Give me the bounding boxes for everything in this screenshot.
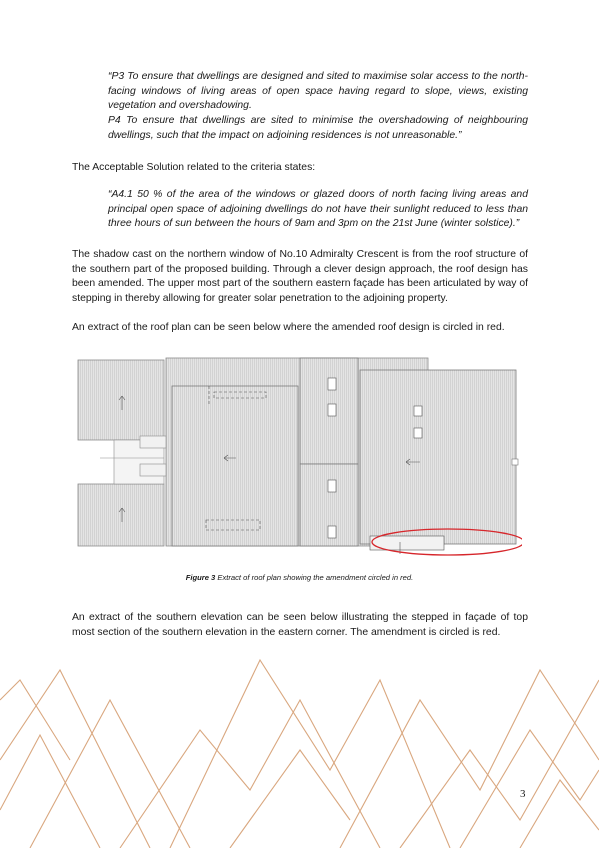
figure-caption-label: Figure 3 — [185, 573, 216, 582]
roof-plan-intro: An extract of the roof plan can be seen below where the amended roof design is circled in red. — [72, 322, 505, 333]
acceptable-solution-intro: The Acceptable Solution related to the criteria states: — [72, 162, 316, 173]
roof-right-block — [360, 370, 516, 544]
figure-caption-text: Extract of roof plan showing the amendment circled in red. — [215, 573, 414, 582]
figure-caption — [0, 573, 599, 582]
southern-elevation-paragraph: An extract of the southern elevation can be seen below illustrating the stepped in façade of top most section of the southern elevation in the eastern corner. The amendment is circled is red. — [72, 612, 528, 638]
page-number: 3 — [520, 788, 526, 800]
roof-plan-figure — [74, 356, 522, 566]
shadow-paragraph: The shadow cast on the northern window of No.10 Admiralty Crescent is from the roof structure of the southern part of the proposed building. Through a clever design approach, the roof design has been amended. The upper most part of the southern eastern façade has been articulated by way of stepping in thereby allowing for greater solar penetration to the adjoining property. — [72, 249, 528, 304]
quote-p4: P4 To ensure that dwellings are sited to minimise the overshadowing of neighbouring dwellings, such that the impact on adjoining residences is not unreasonable.” — [108, 115, 528, 141]
quote-a41: “A4.1 50 % of the area of the windows or glazed doors of north facing living areas and principal open space of adjoining dwellings do not have their sunlight reduced to less than three hours of sun between the hours of 9am and 3pm on the 21st June (winter solstice).” — [108, 189, 528, 230]
quote-p3: “P3 To ensure that dwellings are designed and sited to maximise solar access to the north-facing windows of living areas of open space having regard to slope, views, existing vegetation and overshadowing. — [108, 71, 528, 112]
decorative-zigzag-pattern — [0, 640, 599, 848]
roof-left-lower — [78, 484, 164, 546]
roof-left-upper — [78, 360, 164, 440]
roof-centre-main — [172, 386, 298, 546]
